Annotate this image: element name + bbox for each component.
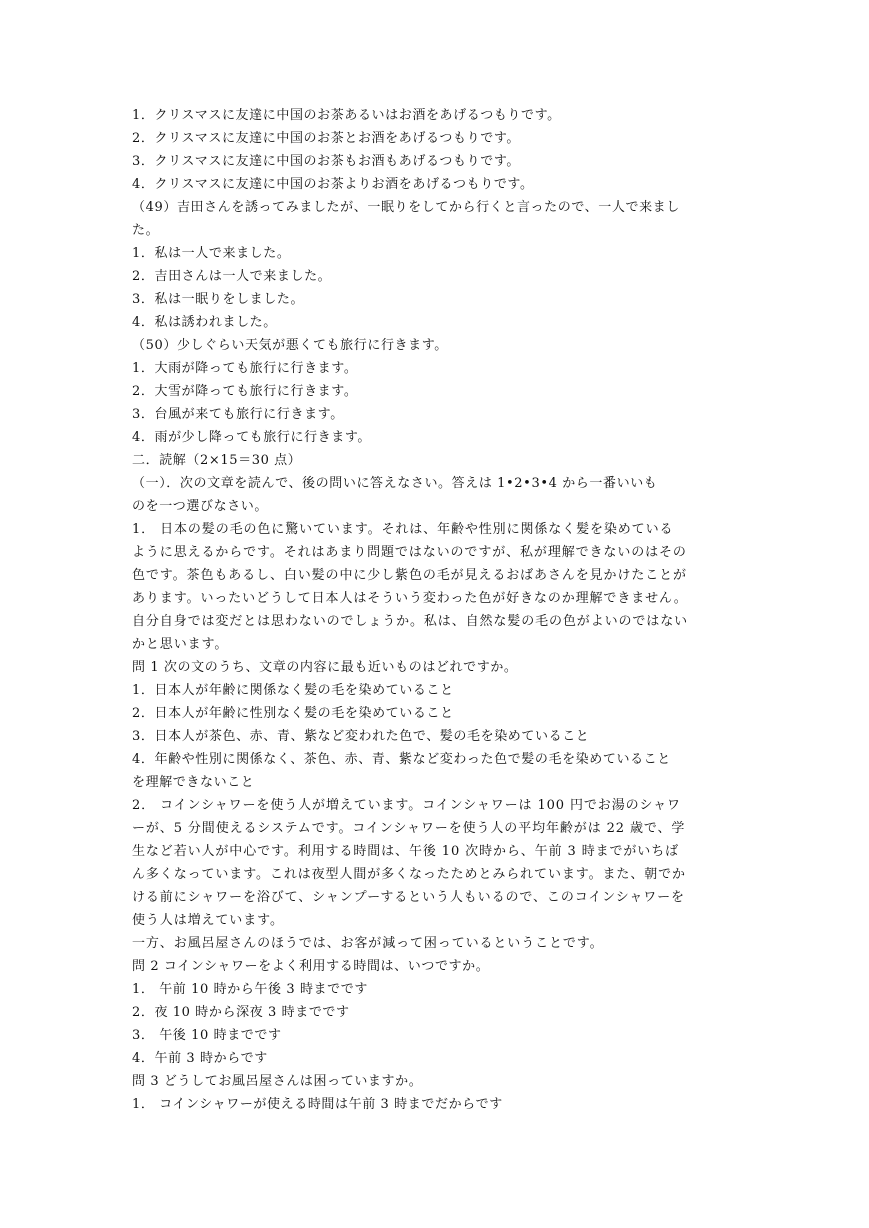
question3-option-1: 1． コインシャワーが使える時間は午前 3 時までだからです [132,1097,503,1112]
passage2-line-1: 2． コインシャワーを使う人が増えています。コインシャワーは 100 円でお湯のシャワ [132,798,681,813]
question-2 [132,955,742,1070]
question2-option-1: 1． 午前 10 時から午後 3 時までです [132,982,368,997]
question2-option-2: 2．夜 10 時から深夜 3 時までです [132,1005,350,1020]
q49-option-2: 2．吉田さんは一人で来ました。 [132,269,332,284]
question1-option-3: 3．日本人が茶色、赤、青、紫など変われた色で、髪の毛を染めていること [132,729,590,744]
q50-option-1: 1．大雨が降っても旅行に行きます。 [132,361,358,376]
q50 [132,334,742,449]
passage2-line-2: ーが、5 分間使えるシステムです。コインシャワーを使う人の平均年齢がは 22 歳で、学 [132,821,686,836]
question2-text: 問 2 コインシャワーをよく利用する時間は、いつですか。 [132,959,490,974]
question1-option-1: 1．日本人が年齢に関係なく髪の毛を染めていること [132,683,454,698]
q50-option-2: 2．大雪が降っても旅行に行きます。 [132,384,358,399]
passage2-line-6: 使う人は増えています。 [132,913,284,928]
passage-1 [132,518,742,656]
q49-option-3: 3．私は一眠りをしました。 [132,292,305,307]
passage2-line-5: ける前にシャワーを浴びて、シャンプーするという人もいるので、このコインシャワーを [132,890,685,905]
passage1-line-5: 自分自身では変だとは思わないのでしょうか。私は、自然な髪の毛の色がよいのではない [132,614,689,629]
passage1-line-6: かと思います。 [132,637,229,652]
question3-text: 問 3 どうしてお風呂屋さんは困っていますか。 [132,1074,423,1089]
q48-option-2: 2．クリスマスに友達に中国のお茶とお酒をあげるつもりです。 [132,131,520,146]
q48-option-3: 3．クリスマスに友達に中国のお茶もお酒もあげるつもりです。 [132,154,520,169]
passage1-line-4: あります。いったいどうして日本人はそういう変わった色が好きなのか理解できません。 [132,591,688,606]
document-body [132,104,742,1116]
question1-option-2: 2．日本人が年齢に性別なく髪の毛を染めていること [132,706,454,721]
question1-option-4: 4．年齢や性別に関係なく、茶色、赤、青、紫など変わった色で髪の毛を染めていること [132,752,671,767]
instruction-line-1: （一）．次の文章を読んで、後の問いに答えなさい。答えは 1•2•3•4 から一番いいも [132,476,658,491]
passage2-line-3: 生など若い人が中心です。利用する時間は、午後 10 次時から、午前 3 時までがいちば [132,844,680,859]
q48-options [132,104,742,196]
q49-question-line-2: た。 [132,223,160,238]
passage1-line-3: 色です。茶色もあるし、白い髪の中に少し紫色の毛が見えるおばあさんを見かけたことが [132,568,687,583]
question2-option-4: 4．午前 3 時からです [132,1051,268,1066]
q50-question: （50）少しぐらい天気が悪くても旅行に行きます。 [132,338,448,353]
q48-option-1: 1．クリスマスに友達に中国のお茶あるいはお酒をあげるつもりです。 [132,108,561,123]
instruction-line-2: のを一つ選びなさい。 [132,499,269,514]
q50-option-4: 4．雨が少し降っても旅行に行きます。 [132,430,372,445]
q50-option-3: 3．台風が来ても旅行に行きます。 [132,407,344,422]
q48-option-4: 4．クリスマスに友達に中国のお茶よりお酒をあげるつもりです。 [132,177,534,192]
passage2-line-4: ん多くなっています。これは夜型人間が多くなったためとみられています。また、朝でか [132,867,686,882]
question-3 [132,1070,742,1116]
passage2-line-7: 一方、お風呂屋さんのほうでは、お客が減って困っているということです。 [132,936,604,951]
question2-option-3: 3． 午後 10 時までです [132,1028,282,1043]
q49-option-4: 4．私は誘われました。 [132,315,277,330]
question1-option-4-cont: を理解できないこと [132,775,255,790]
q49 [132,196,742,334]
passage1-line-1: 1． 日本の髪の毛の色に驚いています。それは、年齢や性別に関係なく髪を染めている [132,522,674,537]
question-1 [132,656,742,794]
section2-header [132,449,742,518]
q49-option-1: 1．私は一人で来ました。 [132,246,291,261]
q49-question-line-1: （49）吉田さんを誘ってみましたが、一眠りをしてから行くと言ったので、一人で来まし [132,200,680,215]
passage1-line-2: ように思えるからです。それはあまり問題ではないのですが、私が理解できないのはその [132,545,687,560]
question1-text: 問 1 次の文のうち、文章の内容に最も近いものはどれですか。 [132,660,518,675]
section-heading: 二．読解（2×15＝30 点） [132,453,302,468]
passage-2 [132,794,742,955]
